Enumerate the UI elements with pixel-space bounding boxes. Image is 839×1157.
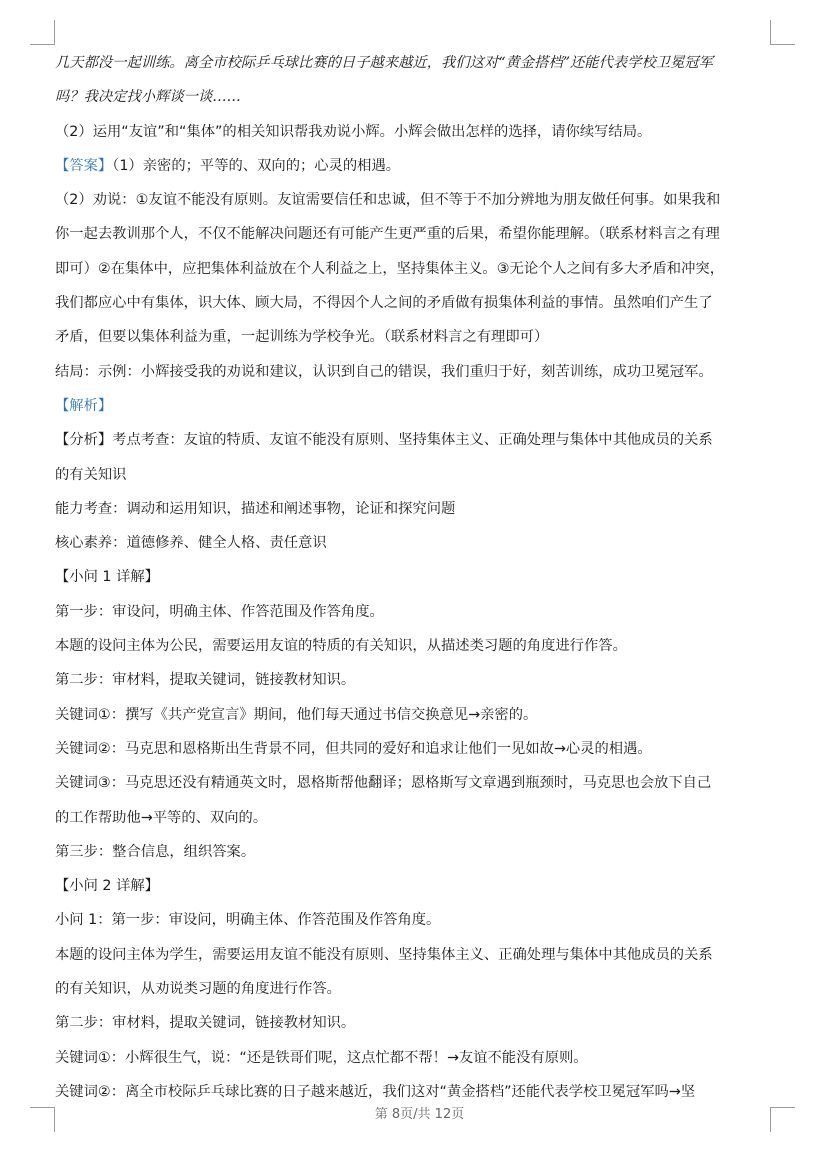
answer-part-2-line: 即可）②在集体中，应把集体利益放在个人利益之上，坚持集体主义。③无论个人之间有多大矛盾和冲突，: [55, 260, 724, 277]
answer-part-2-line: 矛盾，但要以集体利益为重，一起训练为学校争光。（联系材料言之有理即可）: [55, 329, 549, 346]
corner-mark-top-right: [770, 20, 795, 45]
document-body: [55, 46, 775, 1109]
analysis-line: 关键词③：马克思还没有精通英文时，恩格斯帮他翻译；恩格斯写文章遇到瓶颈时，马克思也会放下自己: [55, 775, 712, 792]
analysis-line: 关键词②：马克思和恩格斯出生背景不同，但共同的爱好和追求让他们一见如故→心灵的相遇。: [55, 740, 652, 757]
analysis-tag: 【解析】: [55, 397, 113, 414]
material-text-line: 几天都没一起训练。离全市校际乒乓球比赛的日子越来越近，我们这对“黄金搭档”还能代表学校卫冕冠军: [55, 55, 713, 71]
page-number-footer: 第 8页/共 12页: [374, 1107, 465, 1122]
analysis-line: 第二步：审材料，提取关键词，链接教材知识。: [55, 1015, 356, 1032]
analysis-line: 的有关知识，从劝说类习题的角度进行作答。: [55, 981, 341, 998]
analysis-line: 小问 1：第一步：审设问，明确主体、作答范围及作答角度。: [55, 912, 441, 929]
answer-tag: 【答案】: [55, 157, 113, 174]
answer-part-1: （1）亲密的；平等的、双向的；心灵的相遇。: [112, 157, 401, 174]
analysis-line: 关键词①：撰写《共产党宣言》期间，他们每天通过书信交换意见→亲密的。: [55, 706, 538, 723]
analysis-line: 【分析】考点考查：友谊的特质、友谊不能没有原则、坚持集体主义、正确处理与集体中其他成员的关系: [55, 432, 713, 449]
answer-ending: 结局：示例：小辉接受我的劝说和建议，认识到自己的错误，我们重归于好，刻苦训练，成功卫冕冠军。: [55, 363, 713, 380]
analysis-line: 本题的设问主体为学生，需要运用友谊不能没有原则、坚持集体主义、正确处理与集体中其他成员的关系: [55, 946, 713, 963]
answer-part-2-line: 你一起去教训那个人，不仅不能解决问题还有可能产生更严重的后果，希望你能理解。（联系材料言之有理: [55, 226, 720, 243]
analysis-line: 第二步：审材料，提取关键词，链接教材知识。: [55, 672, 356, 689]
material-text-line: 吗？我决定找小辉谈一谈……: [55, 89, 241, 106]
answer-part-2-line: 我们都应心中有集体，识大体、顾大局，不得因个人之间的矛盾做有损集体利益的事情。虽然咱们产生了: [55, 295, 713, 312]
corner-mark-top-left: [30, 20, 55, 45]
analysis-line: 本题的设问主体为公民，需要运用友谊的特质的有关知识，从描述类习题的角度进行作答。: [55, 638, 627, 655]
answer-line-1: [55, 149, 775, 183]
analysis-line: 能力考查：调动和运用知识，描述和阐述事物，论证和探究问题: [55, 500, 456, 517]
analysis-line: 关键词①：小辉很生气，说：“还是铁哥们呢，这点忙都不帮！→友谊不能没有原则。: [55, 1049, 588, 1066]
analysis-line: 核心素养：道德修养、健全人格、责任意识: [55, 535, 327, 552]
question-2: （2）运用“友谊”和“集体”的相关知识帮我劝说小辉。小辉会做出怎样的选择，请你续写结局。: [55, 123, 652, 140]
analysis-line: 的工作帮助他→平等的、双向的。: [55, 809, 268, 826]
analysis-line: 第一步：审设问，明确主体、作答范围及作答角度。: [55, 603, 384, 620]
analysis-line: 【小问 2 详解】: [55, 878, 159, 895]
analysis-line: 【小问 1 详解】: [55, 569, 159, 586]
answer-part-2-line: （2）劝说：①友谊不能没有原则。友谊需要信任和忠诚，但不等于不加分辨地为朋友做任何事。如果我和: [55, 192, 721, 209]
analysis-line: 第三步：整合信息，组织答案。: [55, 843, 256, 860]
analysis-line: 的有关知识: [55, 466, 127, 483]
analysis-line: 关键词②：离全市校际乒乓球比赛的日子越来越近，我们这对“黄金搭档”还能代表学校卫冕冠军吗→坚: [55, 1083, 696, 1100]
